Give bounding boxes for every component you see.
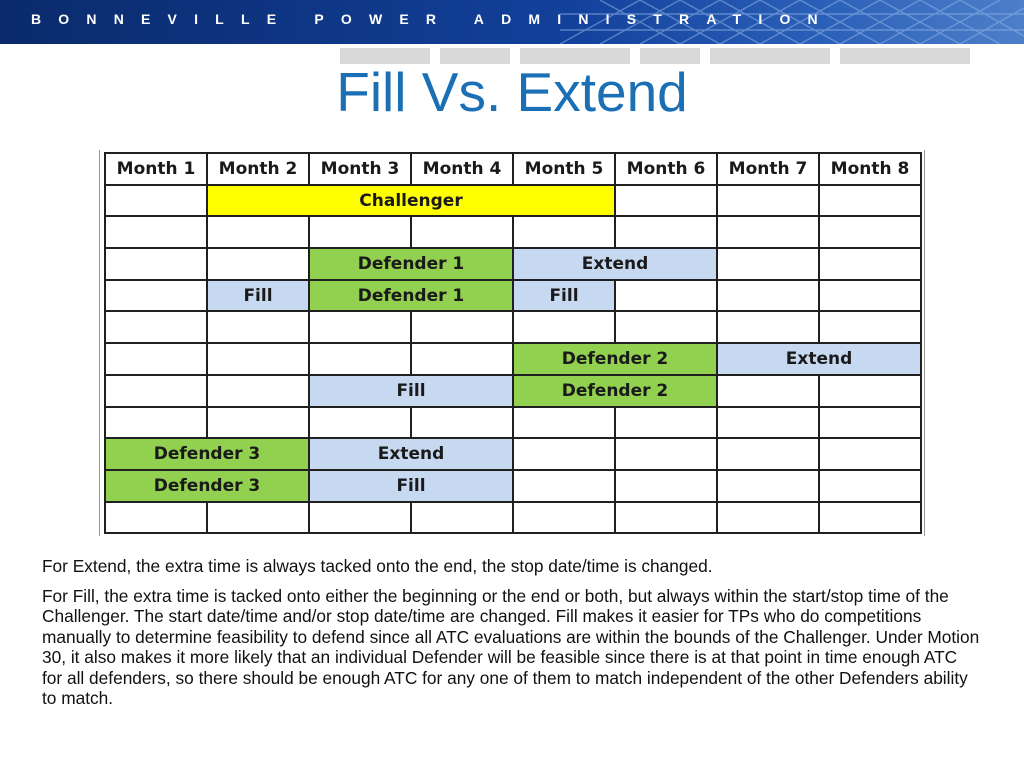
empty-cell [514, 312, 616, 344]
challenger-bar: Challenger [208, 186, 616, 218]
empty-cell [718, 249, 820, 281]
empty-cell [820, 408, 922, 440]
empty-cell [616, 186, 718, 218]
empty-cell [310, 312, 412, 344]
month-header: Month 8 [820, 154, 922, 186]
month-header: Month 5 [514, 154, 616, 186]
month-header: Month 1 [106, 154, 208, 186]
extend-explanation: For Extend, the extra time is always tacked onto the end, the stop date/time is changed. [42, 556, 713, 576]
empty-cell [820, 439, 922, 471]
defender-bar: Defender 3 [106, 439, 310, 471]
extension-bar: Fill [310, 376, 514, 408]
empty-cell [310, 503, 412, 535]
extension-bar: Fill [514, 281, 616, 313]
empty-cell [514, 503, 616, 535]
empty-cell [208, 408, 310, 440]
header-banner [0, 0, 1024, 44]
month-header: Month 6 [616, 154, 718, 186]
month-header: Month 2 [208, 154, 310, 186]
gantt-table-frame [99, 150, 925, 536]
extension-bar: Fill [310, 471, 514, 503]
empty-cell [820, 471, 922, 503]
empty-cell [718, 376, 820, 408]
empty-cell [820, 217, 922, 249]
empty-cell [310, 217, 412, 249]
explanation-notes [42, 556, 982, 718]
empty-cell [514, 439, 616, 471]
empty-cell [412, 312, 514, 344]
empty-cell [718, 217, 820, 249]
empty-cell [616, 471, 718, 503]
empty-cell [616, 503, 718, 535]
empty-cell [310, 408, 412, 440]
empty-cell [820, 312, 922, 344]
empty-cell [208, 344, 310, 376]
extension-bar: Fill [208, 281, 310, 313]
empty-cell [514, 408, 616, 440]
defender-bar: Defender 1 [310, 281, 514, 313]
empty-cell [310, 344, 412, 376]
month-header: Month 4 [412, 154, 514, 186]
empty-cell [616, 281, 718, 313]
empty-cell [616, 408, 718, 440]
empty-cell [412, 217, 514, 249]
empty-cell [106, 344, 208, 376]
empty-cell [208, 312, 310, 344]
empty-cell [208, 217, 310, 249]
fill-vs-extend-gantt-table [104, 152, 922, 534]
fill-explanation: For Fill, the extra time is tacked onto either the beginning or the end or both, but always within the start/stop time of the Challenger. The start date/time and/or stop date/time are changed. Fill makes it easier for TPs who do competitions manually to determine feasibility to defend since all ATC evaluations are within the bounds of the Challenger. Under Motion 30, it also makes it more likely that an individual Defender will be feasible since there is at that point in time enough ATC for all defenders, so there should be enough ATC for any one of them to match independent of the other Defenders ability to match. [42, 585, 980, 708]
empty-cell [718, 471, 820, 503]
empty-cell [718, 312, 820, 344]
empty-cell [412, 344, 514, 376]
defender-bar: Defender 2 [514, 344, 718, 376]
month-header: Month 7 [718, 154, 820, 186]
slide-title: Fill Vs. Extend [336, 61, 688, 123]
empty-cell [106, 312, 208, 344]
empty-cell [106, 249, 208, 281]
empty-cell [208, 503, 310, 535]
empty-cell [106, 281, 208, 313]
extension-bar: Extend [718, 344, 922, 376]
empty-cell [616, 312, 718, 344]
defender-bar: Defender 1 [310, 249, 514, 281]
empty-cell [616, 439, 718, 471]
empty-cell [718, 408, 820, 440]
empty-cell [718, 281, 820, 313]
defender-bar: Defender 3 [106, 471, 310, 503]
empty-cell [208, 376, 310, 408]
empty-cell [412, 408, 514, 440]
empty-cell [514, 471, 616, 503]
empty-cell [106, 376, 208, 408]
empty-cell [514, 217, 616, 249]
empty-cell [820, 281, 922, 313]
extension-bar: Extend [514, 249, 718, 281]
month-header: Month 3 [310, 154, 412, 186]
extension-bar: Extend [310, 439, 514, 471]
organization-name: BONNEVILLE POWER ADMINISTRATION [31, 11, 835, 27]
empty-cell [820, 376, 922, 408]
empty-cell [412, 503, 514, 535]
empty-cell [820, 249, 922, 281]
empty-cell [106, 186, 208, 218]
empty-cell [718, 186, 820, 218]
empty-cell [106, 503, 208, 535]
empty-cell [718, 503, 820, 535]
empty-cell [718, 439, 820, 471]
empty-cell [208, 249, 310, 281]
empty-cell [616, 217, 718, 249]
empty-cell [820, 186, 922, 218]
empty-cell [106, 217, 208, 249]
empty-cell [820, 503, 922, 535]
defender-bar: Defender 2 [514, 376, 718, 408]
empty-cell [106, 408, 208, 440]
